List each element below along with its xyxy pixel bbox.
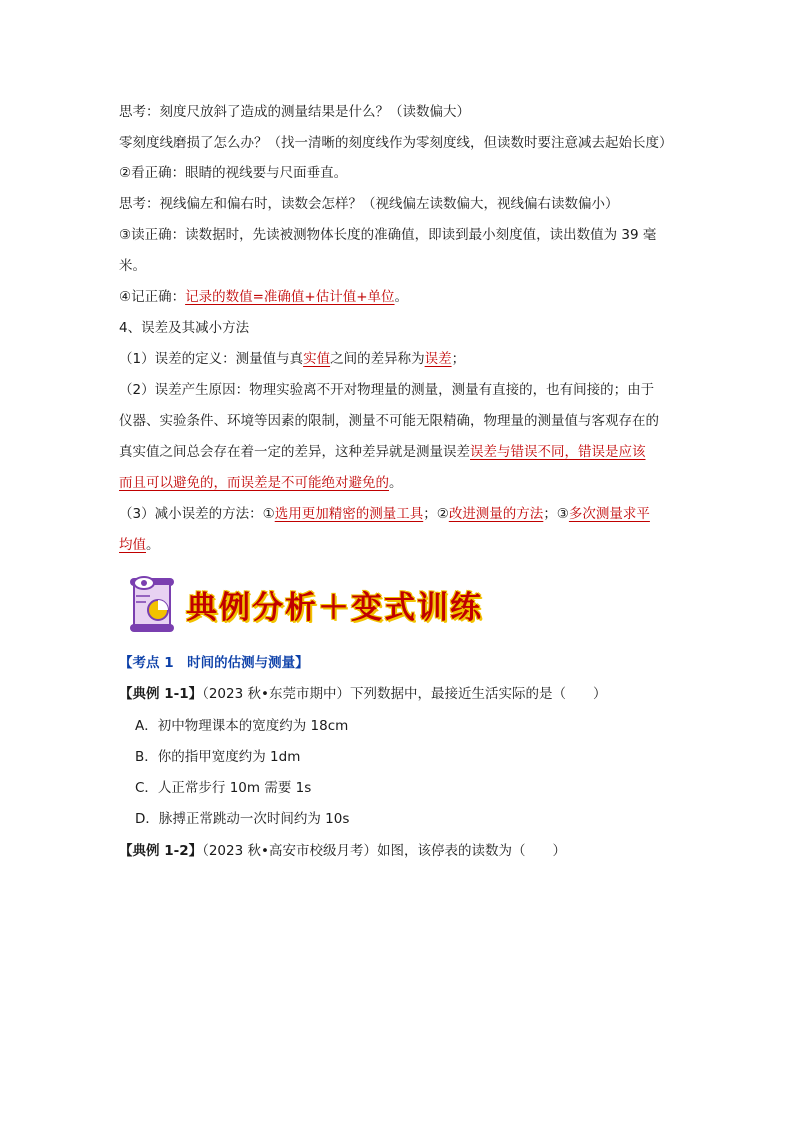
record-suffix: 。 — [394, 289, 409, 305]
cause-text: 真实值之间总会存在着一定的差异，这种差异就是测量误差 — [119, 444, 470, 460]
error-cause-line-4 — [119, 474, 403, 492]
error-vs-mistake-cont: 而且可以避免的，而误差是不可能绝对避免的 — [119, 475, 389, 491]
option-d: D．脉搏正常跳动一次时间约为 10s — [135, 811, 350, 827]
think-line-2: 思考：视线偏左和偏右时，读数会怎样？（视线偏左读数偏大，视线偏右读数偏小） — [119, 196, 619, 212]
example-1-1-tag: 【典例 1-1】 — [119, 686, 203, 702]
option-b: B．你的指甲宽度约为 1dm — [135, 749, 301, 765]
example-1-2-question — [119, 842, 566, 860]
record-correct-line — [119, 288, 408, 306]
banner-title: 典例分析＋变式训练 — [186, 590, 483, 626]
option-c: C．人正常步行 10m 需要 1s — [135, 780, 312, 796]
error-cause-line-3 — [119, 443, 646, 461]
reduce-text-e: ；③ — [543, 506, 569, 522]
record-formula: 记录的数值=准确值+估计值+单位 — [185, 289, 395, 305]
cause-end: 。 — [389, 475, 403, 491]
def-text-a: （1）误差的定义：测量值与真 — [119, 351, 304, 367]
example-1-2-tag: 【典例 1-2】 — [119, 843, 203, 859]
method-3: 多次测量求平 — [568, 506, 650, 522]
def-error-term: 误差 — [424, 351, 452, 367]
def-text-c: 之间的差异称为 — [330, 351, 425, 367]
section-heading-error: 4、误差及其减小方法 — [119, 320, 250, 336]
read-correct-line: ③读正确：读数据时，先读被测物体长度的准确值，即读到最小刻度值，读出数值为 39 毫 — [119, 227, 657, 243]
look-correct-line: ②看正确：眼睛的视线要与尺面垂直。 — [119, 165, 348, 181]
example-1-1-question — [119, 685, 606, 703]
error-cause-line-1: （2）误差产生原因：物理实验离不开对物理量的测量，测量有直接的，也有间接的；由于 — [119, 382, 655, 398]
record-prefix: ④记正确： — [119, 289, 186, 305]
def-text-e: ； — [451, 351, 466, 367]
scroll-magnifier-icon — [124, 574, 184, 636]
section-banner — [124, 574, 483, 636]
reduce-error-line-cont — [119, 536, 160, 554]
error-cause-line-2: 仪器、实验条件、环境等因素的限制，测量不可能无限精确，物理量的测量值与客观存在的 — [119, 413, 659, 429]
error-vs-mistake: 误差与错误不同，错误是应该 — [470, 444, 646, 460]
kaodian-heading: 【考点 1 时间的估测与测量】 — [119, 655, 309, 671]
reduce-text-c: ；② — [423, 506, 449, 522]
example-1-2-text: （2023 秋•高安市校级月考）如图，该停表的读数为（ ） — [202, 843, 566, 859]
zero-line-question: 零刻度线磨损了怎么办？（找一清晰的刻度线作为零刻度线，但读数时要注意减去起始长度） — [119, 135, 673, 151]
option-a: A．初中物理课本的宽度约为 18cm — [135, 718, 349, 734]
method-1: 选用更加精密的测量工具 — [274, 506, 424, 522]
error-definition-line — [119, 350, 465, 368]
reduce-text-a: （3）减小误差的方法：① — [119, 506, 275, 522]
reduce-end: 。 — [146, 537, 160, 553]
read-correct-line-cont: 米。 — [119, 258, 146, 274]
method-2: 改进测量的方法 — [448, 506, 544, 522]
def-true-value: 实值 — [303, 351, 331, 367]
method-3-cont: 均值 — [119, 537, 146, 553]
reduce-error-line — [119, 505, 650, 523]
think-line-1: 思考：刻度尺放斜了造成的测量结果是什么？（读数偏大） — [119, 104, 470, 120]
example-1-1-text: （2023 秋•东莞市期中）下列数据中，最接近生活实际的是（ ） — [202, 686, 607, 702]
